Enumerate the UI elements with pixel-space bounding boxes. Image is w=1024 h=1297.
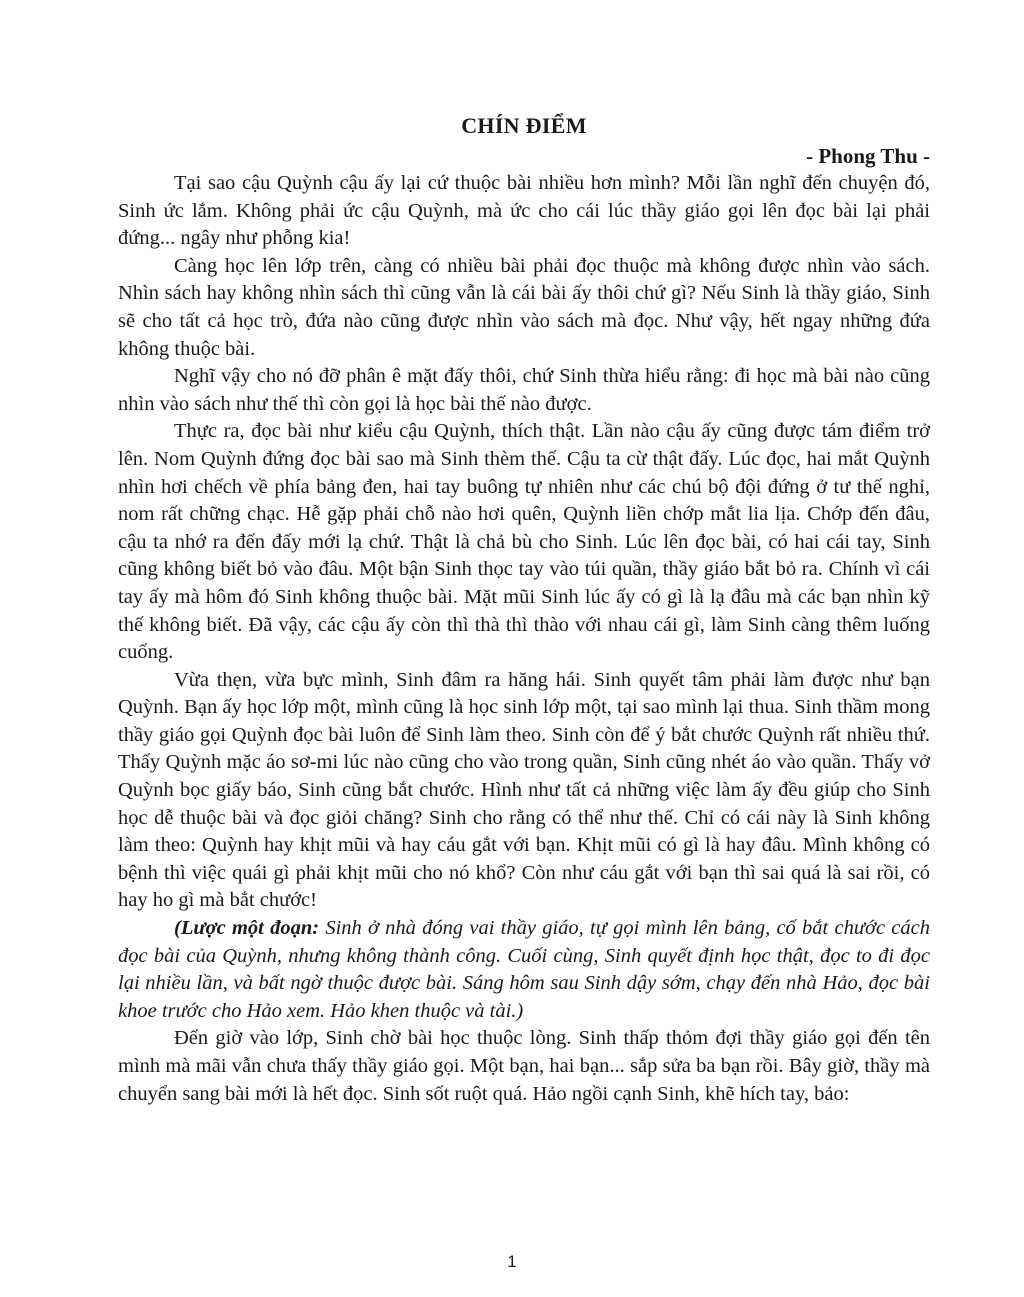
paragraph-1: Tại sao cậu Quỳnh cậu ấy lại cứ thuộc bài nhiều hơn mình? Mỗi lần nghĩ đến chuyện đó, Sinh ức lắm. Không phải ức cậu Quỳnh, mà ức cho cái lúc thầy giáo gọi lên đọc bài lại phải đứng... ngây như phỗng kia! [118,172,930,250]
document-author: - Phong Thu - [806,144,930,168]
final-paragraph: Đến giờ vào lớp, Sinh chờ bài học thuộc lòng. Sinh thấp thỏm đợi thầy giáo gọi đến tên mình mà mãi vẫn chưa thấy thầy giáo gọi. Một bạn, hai bạn... sắp sửa ba bạn rồi. Bây giờ, thầy mà chuyển sang bài mới là hết đọc. Sinh sốt ruột quá. Hảo ngồi cạnh Sinh, khẽ hích tay, bảo: [118,1027,930,1105]
document-page [118,112,930,1108]
page-number: 1 [507,1252,517,1271]
summary-paragraph [118,915,930,1025]
paragraph-4: Thực ra, đọc bài như kiểu cậu Quỳnh, thích thật. Lần nào cậu ấy cũng được tám điểm trở lên. Nom Quỳnh đứng đọc bài sao mà Sinh thèm thế. Cậu ta cừ thật đấy. Lúc đọc, hai mắt Quỳnh nhìn hơi chếch về phía bảng đen, hai tay buông tự nhiên như các chú bộ đội đứng ở tư thế nghỉ, nom rất chững chạc. Hễ gặp phải chỗ nào hơi quên, Quỳnh liền chớp mắt lia lịa. Chớp đến đâu, cậu ta nhớ ra đến đấy mới lạ chứ. Thật là chả bù cho Sinh. Lúc lên đọc bài, có hai cái tay, Sinh cũng không biết bỏ vào đâu. Một bận Sinh thọc tay vào túi quần, thầy giáo bắt bỏ ra. Chính vì cái tay ấy mà hôm đó Sinh không thuộc bài. Mặt mũi Sinh lúc ấy có gì là lạ đâu mà các bạn nhìn kỹ thế không biết. Đã vậy, các cậu ấy còn thì thà thì thào với nhau cái gì, làm Sinh càng thêm luống cuống. [118,420,930,664]
paragraph-2: Càng học lên lớp trên, càng có nhiều bài phải đọc thuộc mà không được nhìn vào sách. Nhìn sách hay không nhìn sách thì cũng vẫn là cái bài ấy thôi chứ gì? Nếu Sinh là thầy giáo, Sinh sẽ cho tất cả học trò, đứa nào cũng được nhìn vào sách mà đọc. Như vậy, hết ngay những đứa không thuộc bài. [118,254,930,360]
document-title: CHÍN ĐIỂM [461,113,587,138]
summary-lead: (Lược một đoạn: [174,917,320,940]
paragraph-3: Nghĩ vậy cho nó đỡ phân ê mặt đấy thôi, chứ Sinh thừa hiểu rằng: đi học mà bài nào cũng nhìn vào sách như thế thì còn gọi là học bài thế nào được. [118,365,930,415]
summary-text: Sinh ở nhà đóng vai thầy giáo, tự gọi mình lên bảng, cố bắt chước cách đọc bài của Quỳnh, nhưng không thành công. Cuối cùng, Sinh quyết định học thật, đọc to đi đọc lại nhiều lần, và bất ngờ thuộc được bài. Sáng hôm sau Sinh dậy sớm, chạy đến nhà Hảo, đọc bài khoe trước cho Hảo xem. Hảo khen thuộc và tài.) [118,917,930,1022]
paragraph-5: Vừa thẹn, vừa bực mình, Sinh đâm ra hăng hái. Sinh quyết tâm phải làm được như bạn Quỳnh. Bạn ấy học lớp một, mình cũng là học sinh lớp một, tại sao mình lại thua. Sinh thầm mong thầy giáo gọi Quỳnh đọc bài luôn để Sinh làm theo. Sinh còn để ý bắt chước Quỳnh rất nhiều thứ. Thấy Quỳnh mặc áo sơ-mi lúc nào cũng cho vào trong quần, Sinh cũng nhét áo vào quần. Thấy vở Quỳnh bọc giấy báo, Sinh cũng bắt chước. Hình như tất cả những việc làm ấy đều giúp cho Sinh học dễ thuộc bài và đọc giỏi chăng? Sinh cho rằng có thể như thế. Chỉ có cái này là Sinh không làm theo: Quỳnh hay khịt mũi và hay cáu gắt với bạn. Khịt mũi có gì là hay đâu. Mình không có bệnh thì việc quái gì phải khịt mũi cho nó khổ? Còn như cáu gắt với bạn thì sai quá là sai rồi, có hay ho gì mà bắt chước! [118,668,930,912]
